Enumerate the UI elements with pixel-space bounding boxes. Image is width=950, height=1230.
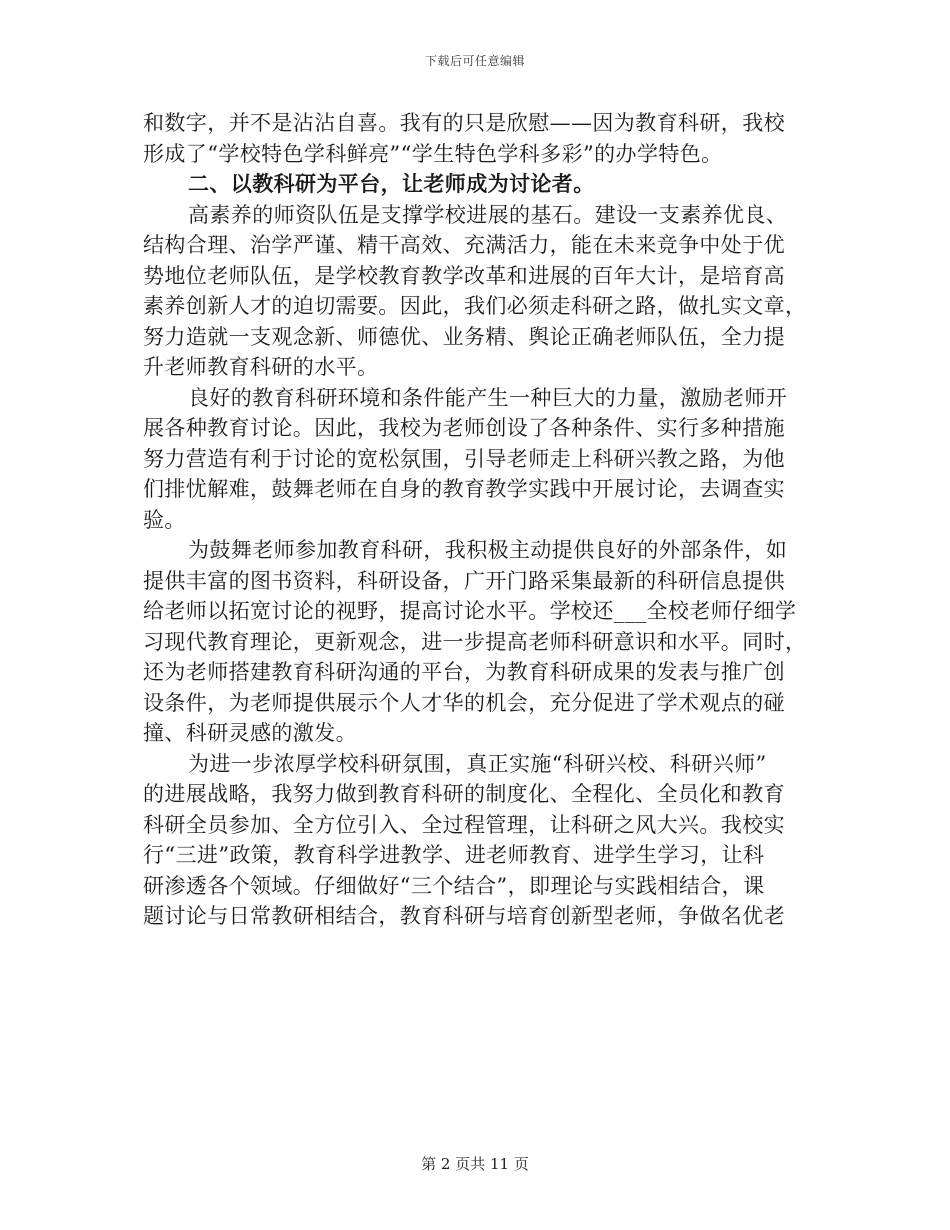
body-line: 势地位老师队伍，是学校教育教学改革和进展的百年大计，是培育高 (143, 263, 785, 288)
body-line: 高素养的师资队伍是支撑学校进展的基石。建设一支素养优良、 (188, 202, 788, 227)
body-line: 形成了“学校特色学科鲜亮”“学生特色学科多彩”的办学特色。 (143, 141, 723, 166)
body-line: 素养创新人才的迫切需要。因此，我们必须走科研之路，做扎实文章， (143, 294, 807, 318)
body-line: 设条件，为老师提供展示个人才华的机会，充分促进了学术观点的碰 (143, 690, 785, 715)
body-line: 研渗透各个领域。仔细做好“三个结合”，即理论与实践相结合，课 (143, 873, 765, 898)
body-line: 和数字，并不是沾沾自喜。我有的只是欣慰——因为教育科研，我校 (143, 111, 785, 135)
section-heading: 二、以教科研为平台，让老师成为讨论者。 (188, 171, 595, 196)
body-line: 撞、科研灵感的激发。 (143, 721, 357, 745)
body-line: 验。 (143, 507, 186, 532)
body-line: 为鼓舞老师参加教育科研，我积极主动提供良好的外部条件，如 (188, 538, 788, 562)
body-line: 努力营造有利于讨论的宽松氛围，引导老师走上科研兴教之路，为他 (143, 446, 785, 471)
body-line: 科研全员参加、全方位引入、全过程管理，让科研之风大兴。我校实 (143, 812, 785, 837)
body-line: 提供丰富的图书资料，科研设备，广开门路采集最新的科研信息提供 (143, 568, 785, 593)
body-line: 题讨论与日常教研相结合，教育科研与培育创新型老师，争做名优老 (143, 904, 785, 928)
body-line: 们排忧解难，鼓舞老师在自身的教育教学实践中开展讨论，去调查实 (143, 477, 785, 501)
body-line: 努力造就一支观念新、师德优、业务精、舆论正确老师队伍，全力提 (143, 324, 785, 349)
body-line: 行“三进”政策，教育科学进教学、进老师教育、进学生学习，让科 (143, 843, 765, 867)
body-line: 给老师以拓宽讨论的视野，提高讨论水平。学校还___全校老师仔细学 (143, 599, 797, 623)
page-number: 第 2 页共 11 页 (421, 1155, 529, 1173)
body-line: 还为老师搭建教育科研沟通的平台，为教育科研成果的发表与推广创 (143, 660, 785, 684)
document-body (143, 108, 811, 932)
page-header: 下载后可任意编辑 (424, 54, 525, 68)
body-line: 的进展战略，我努力做到教育科研的制度化、全程化、全员化和教育 (143, 782, 785, 806)
body-line: 习现代教育理论，更新观念，进一步提高老师科研意识和水平。同时， (143, 629, 807, 654)
body-line: 结构合理、治学严谨、精干高效、充满活力，能在未来竞争中处于优 (143, 233, 785, 257)
body-line: 展各种教育讨论。因此，我校为老师创设了各种条件、实行多种措施 (143, 416, 785, 440)
body-line: 升老师教育科研的水平。 (143, 355, 379, 379)
body-line: 为进一步浓厚学校科研氛围，真正实施“科研兴校、科研兴师” (188, 751, 767, 776)
body-line: 良好的教育科研环境和条件能产生一种巨大的力量，激励老师开 (188, 385, 788, 410)
